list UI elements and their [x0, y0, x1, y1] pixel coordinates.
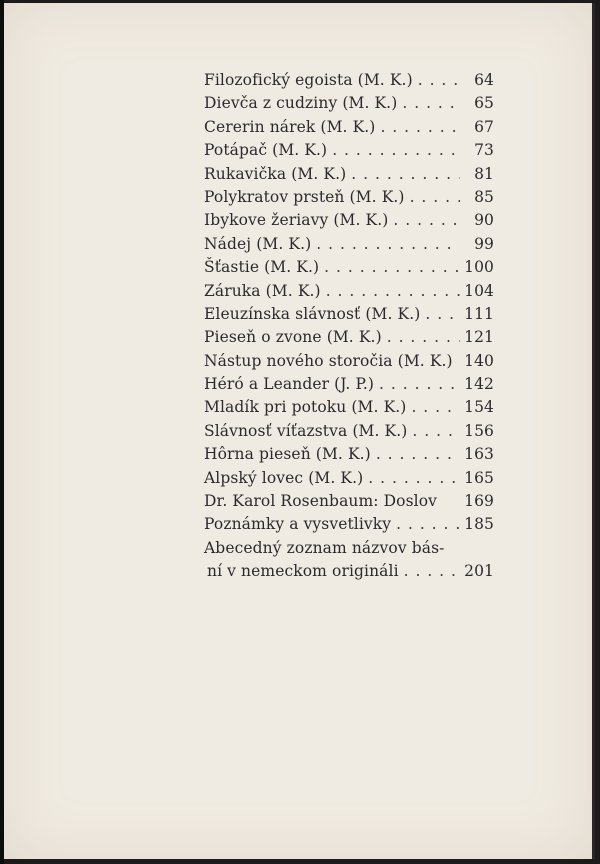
toc-entry-page-number: 99 [474, 234, 494, 253]
toc-entry-title: Nástup nového storočia (M. K.) [204, 351, 453, 370]
toc-entry-title: Nádej (M. K.) [204, 234, 312, 253]
toc-entry-page-number: 156 [464, 421, 494, 440]
toc-entry [204, 445, 494, 468]
dot-leader [379, 375, 460, 393]
toc-entry [204, 118, 494, 141]
toc-entry-title: Héró a Leander (J. P.) [204, 375, 375, 394]
toc-entry-title: Dievča z cudziny (M. K.) [204, 94, 398, 113]
toc-entry-page-number: 201 [464, 562, 494, 581]
toc-entry [204, 71, 494, 94]
toc-entry-title: Rukavička (M. K.) [204, 164, 347, 183]
toc-entry-page-number: 142 [464, 375, 494, 394]
toc-entry [204, 282, 494, 305]
toc-entry-page-number: 73 [474, 141, 494, 160]
dot-leader [404, 562, 460, 580]
toc-entry-title: Polykratov prsteň (M. K.) [204, 187, 405, 206]
toc-entry-title: Záruka (M. K.) [204, 281, 321, 300]
toc-entry [204, 515, 494, 538]
toc-entry [204, 141, 494, 164]
toc-entry-title: Alpský lovec (M. K.) [204, 468, 364, 487]
toc-entry-title: Šťastie (M. K.) [204, 258, 320, 277]
toc-entry-title: Ibykove žeriavy (M. K.) [204, 211, 389, 230]
toc-entry-title: Eleuzínska slávnosť (M. K.) [204, 304, 421, 323]
dot-leader [326, 282, 460, 300]
table-of-contents [204, 71, 494, 586]
dot-leader [425, 305, 460, 323]
toc-entry [204, 258, 494, 281]
toc-entry-page-number: 85 [474, 187, 494, 206]
toc-entry-title: Pieseň o zvone (M. K.) [204, 328, 382, 347]
dot-leader [332, 141, 460, 159]
toc-entry-page-number: 169 [464, 492, 494, 511]
toc-entry-page-number: 111 [464, 304, 494, 323]
toc-entry [204, 188, 494, 211]
toc-entry-title: Abecedný zoznam názvov bás- [204, 538, 445, 557]
toc-entry-page-number: 104 [464, 281, 494, 300]
toc-entry-page-number: 64 [474, 71, 494, 89]
toc-entry-page-number: 65 [474, 94, 494, 113]
toc-entry-title: Mladík pri potoku (M. K.) [204, 398, 407, 417]
dot-leader [393, 211, 460, 229]
toc-entry [204, 539, 494, 562]
toc-entry [204, 165, 494, 188]
toc-entry-title: Poznámky a vysvetlivky [204, 515, 392, 534]
toc-entry-title: ní v nemeckom origináli [207, 562, 399, 581]
dot-leader [380, 118, 460, 136]
toc-entry-page-number: 154 [464, 398, 494, 417]
toc-entry-title: Filozofický egoista (M. K.) [204, 71, 413, 89]
toc-entry [204, 562, 494, 585]
toc-entry-title: Potápač (M. K.) [204, 141, 328, 160]
dot-leader [402, 94, 460, 112]
book-page [4, 3, 595, 859]
toc-entry [204, 492, 494, 515]
toc-entry-page-number: 100 [464, 258, 494, 277]
toc-entry-title: Slávnosť víťazstva (M. K.) [204, 421, 408, 440]
toc-entry [204, 352, 494, 375]
toc-entry-title: Dr. Karol Rosenbaum: Doslov [204, 492, 437, 511]
toc-entry-page-number: 67 [474, 117, 494, 136]
toc-entry-page-number: 185 [464, 515, 494, 534]
toc-entry-title: Hôrna pieseň (M. K.) [204, 445, 371, 464]
dot-leader [412, 422, 460, 440]
toc-entry-page-number: 140 [464, 351, 494, 370]
toc-entry [204, 235, 494, 258]
toc-entry [204, 469, 494, 492]
toc-entry [204, 398, 494, 421]
toc-entry-page-number: 121 [464, 328, 494, 347]
dot-leader [376, 445, 460, 463]
dot-leader [411, 398, 460, 416]
dot-leader [316, 235, 460, 253]
toc-entry [204, 305, 494, 328]
dot-leader [410, 188, 460, 206]
toc-entry-page-number: 163 [464, 445, 494, 464]
toc-entry-title: Cererin nárek (M. K.) [204, 117, 376, 136]
toc-entry [204, 422, 494, 445]
dot-leader [396, 515, 460, 533]
toc-entry [204, 94, 494, 117]
toc-entry-page-number: 90 [474, 211, 494, 230]
toc-entry [204, 211, 494, 234]
dot-leader [351, 165, 460, 183]
toc-entry-page-number: 165 [464, 468, 494, 487]
dot-leader [324, 258, 460, 276]
toc-entry [204, 328, 494, 351]
toc-entry [204, 375, 494, 398]
toc-entry-page-number: 81 [474, 164, 494, 183]
dot-leader [418, 71, 460, 89]
dot-leader [368, 469, 460, 487]
dot-leader [387, 328, 460, 346]
